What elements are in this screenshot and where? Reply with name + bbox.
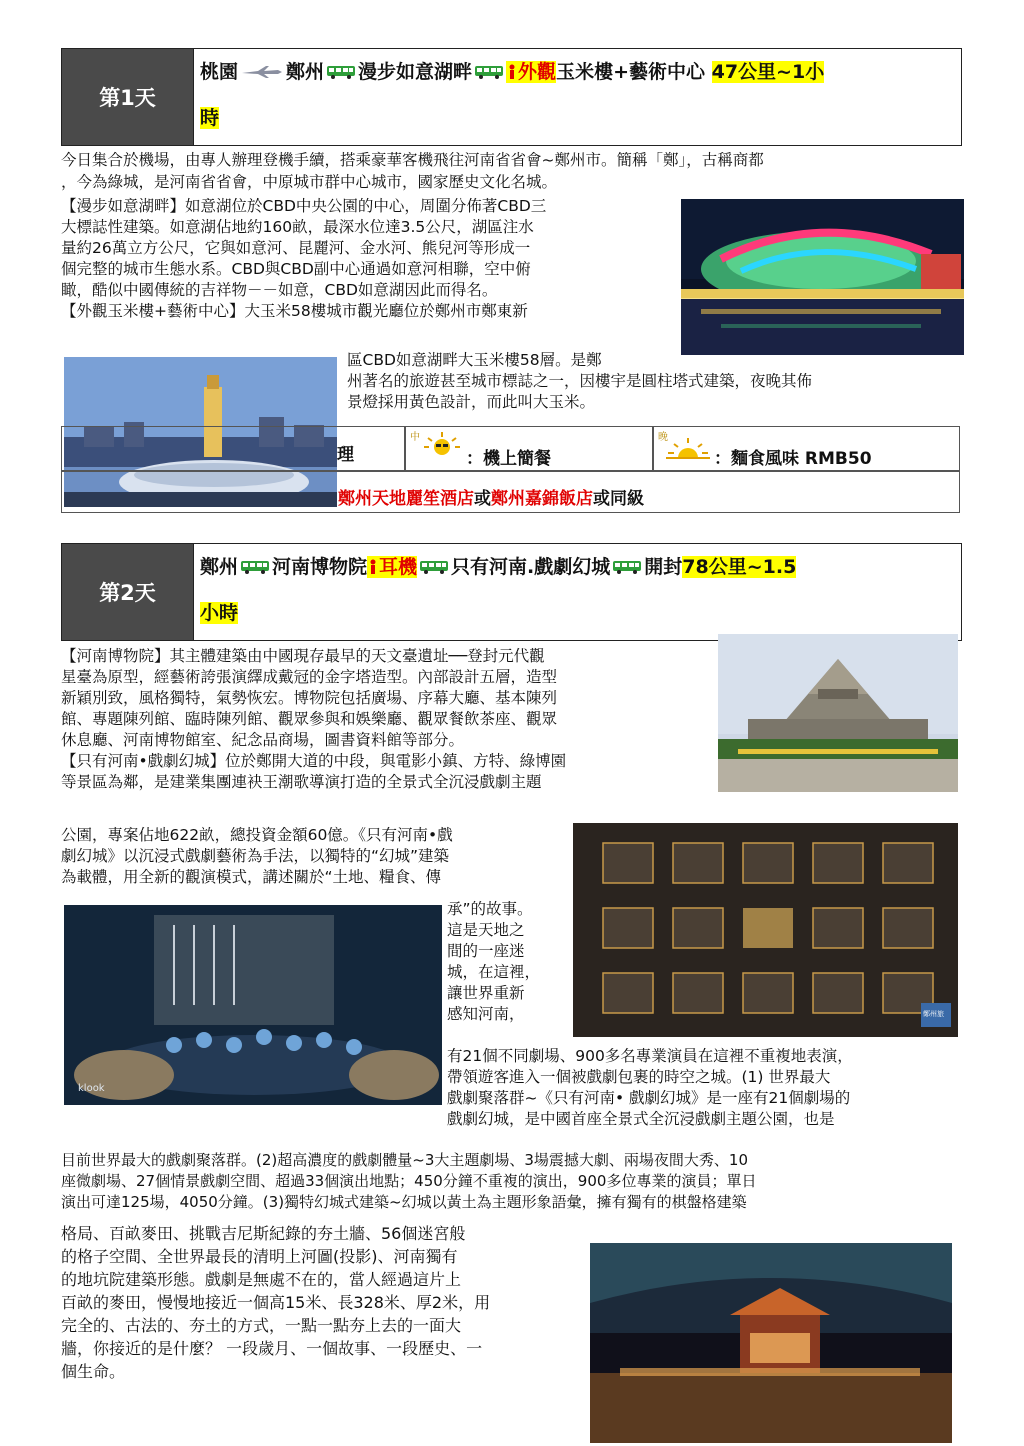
text-line: 間的一座迷	[447, 942, 525, 960]
text-line: 量約26萬立方公尺，它與如意河、昆麗河、金水河、熊兒河等形成一	[61, 239, 531, 257]
day1-outside: 外觀	[518, 61, 557, 83]
day1-label: 第1天	[62, 49, 193, 145]
day1-distance-b: 時	[200, 107, 220, 129]
text-line: 州著名的旅遊甚至城市標誌之一，因樓宇是圓柱塔式建築，夜晚其佈	[347, 372, 813, 390]
stage-show-photo	[590, 1243, 952, 1443]
day2-mid-text	[447, 1046, 967, 1130]
text-line: 這是天地之	[447, 921, 525, 939]
dinner-tag: 晚	[658, 432, 668, 443]
bus-icon	[419, 560, 449, 574]
text-line: 牆，你接近的是什麼？ 一段歲月、一個故事、一段歷史、一	[61, 1339, 483, 1358]
hotel-or: 或	[474, 489, 491, 509]
text-line: 目前世界最大的戲劇聚落群。(2)超高濃度的戲劇體量~3大主題劇場、3場震撼大劇、兩場夜間大秀、10	[61, 1151, 748, 1169]
klook-watermark: klook	[78, 1083, 105, 1094]
text-line: 座微劇場、27個情景戲劇空間、超過33個演出地點；450分鐘不重複的演出，900多位專業的演員；單日	[61, 1172, 757, 1190]
text-line: 的地坑院建築形態。戲劇是無處不在的，當人經過這片上	[61, 1270, 462, 1289]
airplane-icon	[240, 65, 284, 79]
day2-title	[193, 544, 961, 640]
day2-museum-text	[61, 646, 711, 793]
text-line: 的格子空間、全世界最長的清明上河圖(投影)、河南獨有	[61, 1247, 458, 1266]
text-line: 有21個不同劇場、900多名專業演員在這裡不重複地表演，	[447, 1047, 853, 1065]
day2-to: 開封	[644, 556, 683, 578]
text-line: 區CBD如意湖畔大玉米樓58層。是鄭	[347, 351, 602, 369]
bus-icon	[326, 65, 356, 79]
text-line: 個生命。	[61, 1362, 126, 1381]
text-line: 感知河南，	[447, 1005, 525, 1023]
hotel-name-2: 鄭州嘉錦飯店	[491, 489, 593, 509]
lunch-text: ：機上簡餐	[466, 449, 551, 469]
text-line: 戲劇聚落群~《只有河南• 戲劇幻城》是一座有21個劇場的	[447, 1089, 851, 1107]
day2-header	[61, 543, 962, 641]
text-line: 大標誌性建築。如意湖佔地約160畝，最深水位達3.5公尺，湖區注水	[61, 218, 534, 236]
text-line: 等景區為鄰，是建業集團連袂王潮歌導演打造的全景式全沉浸戲劇主題	[61, 773, 542, 791]
day2-last-text	[61, 1222, 581, 1383]
day1-header	[61, 48, 962, 146]
text-line: 公園，專案佔地622畝，總投資金額60億。《只有河南•戲	[61, 826, 453, 844]
text-line: 承”的故事。	[447, 900, 533, 918]
sun-icon	[420, 430, 464, 460]
ruyi-lake-photo	[681, 199, 964, 355]
hotel-name-1: 鄭州天地麗笙酒店	[338, 489, 474, 509]
dinner-text: ：麵食風味 RMB50	[714, 449, 872, 469]
drama-city-aerial-photo	[573, 823, 958, 1037]
text-line: 為載體，用全新的觀演模式，講述關於“土地、糧食、傳	[61, 868, 442, 886]
text-line: 演出可達125場，4050分鐘。(3)獨特幻城式建築~幻城以黃土為主題形象語彙，擁有獨有的棋盤格建築	[61, 1193, 747, 1211]
text-line: 【只有河南•戲劇幻城】位於鄭開大道的中段，與電影小鎮、方特、綠博園	[61, 752, 567, 770]
day2-earphone: 耳機	[379, 556, 418, 578]
text-line: 劇幻城》以沉浸式戲劇藝術為手法，以獨特的“幻城”建築	[61, 847, 450, 865]
text-line: 瞰，酷似中國傳統的吉祥物－－如意，CBD如意湖因此而得名。	[61, 281, 498, 299]
badge-text: 鄭州旅	[923, 1010, 944, 1018]
lunch-tag: 中	[410, 432, 420, 443]
day1-intro-line1: 今日集合於機場，由專人辦理登機手續，搭乘豪華客機飛往河南省省會~鄭州市。簡稱「鄭」，古稱商都	[61, 151, 764, 169]
bus-icon	[474, 65, 504, 79]
text-line: 新穎別致，風格獨特，氣勢恢宏。博物院包括廣場、序幕大廳、基本陳列	[61, 689, 558, 707]
text-line: 景燈採用黃色設計，而此叫大玉米。	[347, 393, 596, 411]
text-line: 休息廳、河南博物館室、紀念品商場，圖書資料館等部分。	[61, 731, 465, 749]
bus-icon	[612, 560, 642, 574]
text-line: 【外觀玉米樓+藝術中心】大玉米58樓城市觀光廳位於鄭州市鄭東新	[61, 302, 528, 320]
breakfast-tail: 理	[337, 445, 354, 465]
text-line: 格局、百畝麥田、挑戰吉尼斯紀錄的夯土牆、56個迷宮般	[61, 1224, 466, 1243]
red-pin-icon	[507, 64, 517, 80]
day1-corn-text	[347, 350, 967, 413]
stage-performance-photo	[64, 905, 442, 1105]
text-line: 百畝的麥田，慢慢地接近一個高15米、長328米、厚2米，用	[61, 1293, 491, 1312]
text-line: 館、專題陳列館、臨時陳列館、觀眾參與和娛樂廳、觀眾餐飲茶座、觀眾	[61, 710, 558, 728]
henan-museum-photo	[718, 634, 958, 792]
day2-label: 第2天	[62, 544, 193, 640]
day2-full-text	[61, 1150, 971, 1213]
meal-divider	[404, 426, 406, 471]
text-line: 戲劇幻城，是中國首座全景式全沉浸戲劇主題公園，也是	[447, 1110, 835, 1128]
day1-intro-line2: ，今為綠城，是河南省省會，中原城市群中心城市，國家歷史文化名城。	[61, 173, 558, 191]
red-pin-icon	[368, 559, 378, 575]
hotel-or-similar: 或同級	[593, 489, 644, 509]
day2-spot1: 河南博物院	[272, 556, 368, 578]
text-line: 帶領遊客進入一個被戲劇包裹的時空之城。(1) 世界最大	[447, 1068, 831, 1086]
text-line: 星臺為原型，經藝術誇張演繹成戴冠的金字塔造型。內部設計五層，造型	[61, 668, 558, 686]
text-line: 城，在這裡，	[447, 963, 541, 981]
text-line: 讓世界重新	[447, 984, 525, 1002]
day2-from: 鄭州	[200, 556, 239, 578]
day2-drama-text	[61, 825, 571, 888]
text-line: 【漫步如意湖畔】如意湖位於CBD中央公園的中心，周圍分佈著CBD三	[61, 197, 547, 215]
day1-to: 鄭州	[286, 61, 325, 83]
hotel-text	[338, 484, 644, 509]
meal-divider	[652, 426, 654, 471]
text-line: 個完整的城市生態水系。CBD與CBD副中心通過如意河相聯，空中俯	[61, 260, 531, 278]
bus-icon	[240, 560, 270, 574]
day1-title	[193, 49, 961, 145]
day2-distance-a: 78公里~1.5	[682, 556, 797, 578]
day2-narrow-text	[447, 899, 572, 1025]
day1-from: 桃園	[200, 61, 239, 83]
day1-distance-a: 47公里~1小	[711, 61, 825, 83]
sun-icon	[664, 436, 712, 462]
text-line: 完全的、古法的、夯土的方式，一點一點夯上去的一面大	[61, 1316, 462, 1335]
day1-spot1: 漫步如意湖畔	[358, 61, 473, 83]
day1-spot2: 玉米樓+藝術中心	[556, 61, 705, 83]
day1-ruyi-text	[61, 196, 681, 322]
day2-spot2: 只有河南.戲劇幻城	[451, 556, 611, 578]
text-line: 【河南博物院】其主體建築由中國現存最早的天文臺遺址──登封元代觀	[61, 647, 545, 665]
day2-distance-b: 小時	[200, 602, 239, 624]
